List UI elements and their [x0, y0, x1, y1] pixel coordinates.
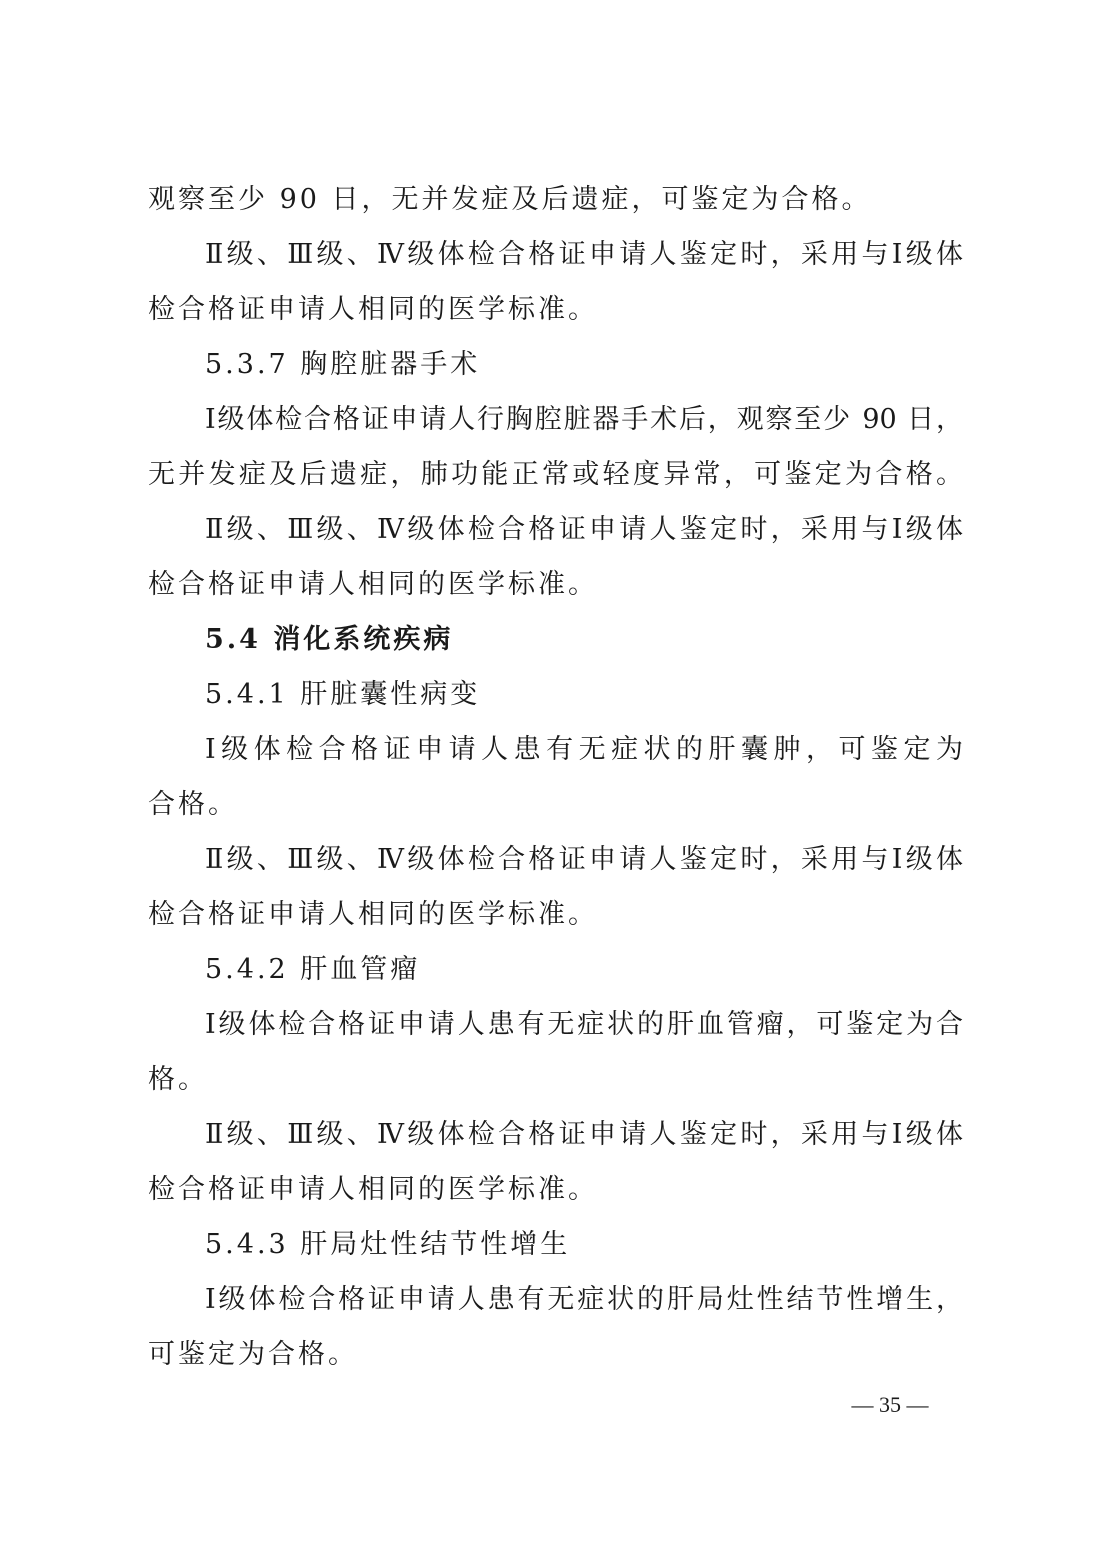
paragraph-line: Ⅰ级体检合格证申请人患有无症状的肝局灶性结节性增生，: [205, 1284, 963, 1315]
section-heading: 5.4.2 肝血管瘤: [205, 954, 421, 985]
paragraph-line: 合格。: [148, 789, 238, 820]
paragraph-line: Ⅰ级体检合格证申请人行胸腔脏器手术后，观察至少 90 日，: [205, 404, 963, 435]
paragraph-line: 无并发症及后遗症，肺功能正常或轻度异常，可鉴定为合格。: [148, 459, 963, 490]
section-heading: 5.4.3 肝局灶性结节性增生: [205, 1229, 571, 1260]
section-heading: 5.4.1 肝脏囊性病变: [205, 679, 481, 710]
paragraph-line: Ⅰ级体检合格证申请人患有无症状的肝血管瘤，可鉴定为合: [205, 1009, 963, 1040]
paragraph-line: 可鉴定为合格。: [148, 1339, 358, 1370]
paragraph-line: 检合格证申请人相同的医学标准。: [148, 1174, 598, 1205]
paragraph-line: Ⅱ级、Ⅲ级、Ⅳ级体检合格证申请人鉴定时，采用与Ⅰ级体: [205, 1119, 963, 1150]
section-heading: 5.3.7 胸腔脏器手术: [205, 349, 481, 380]
paragraph-line: Ⅱ级、Ⅲ级、Ⅳ级体检合格证申请人鉴定时，采用与Ⅰ级体: [205, 514, 963, 545]
paragraph-line: Ⅱ级、Ⅲ级、Ⅳ级体检合格证申请人鉴定时，采用与Ⅰ级体: [205, 844, 963, 875]
paragraph-line: 检合格证申请人相同的医学标准。: [148, 569, 598, 600]
paragraph-line: 检合格证申请人相同的医学标准。: [148, 899, 598, 930]
paragraph-line: Ⅱ级、Ⅲ级、Ⅳ级体检合格证申请人鉴定时，采用与Ⅰ级体: [205, 239, 963, 270]
paragraph-line: 格。: [148, 1064, 208, 1095]
paragraph-line: Ⅰ级体检合格证申请人患有无症状的肝囊肿，可鉴定为: [205, 734, 963, 765]
chapter-heading: 5.4 消化系统疾病: [205, 624, 454, 655]
paragraph-line: 检合格证申请人相同的医学标准。: [148, 294, 598, 325]
page-number: — 35 —: [851, 1392, 929, 1417]
paragraph-line: 观察至少 90 日，无并发症及后遗症，可鉴定为合格。: [148, 184, 872, 215]
